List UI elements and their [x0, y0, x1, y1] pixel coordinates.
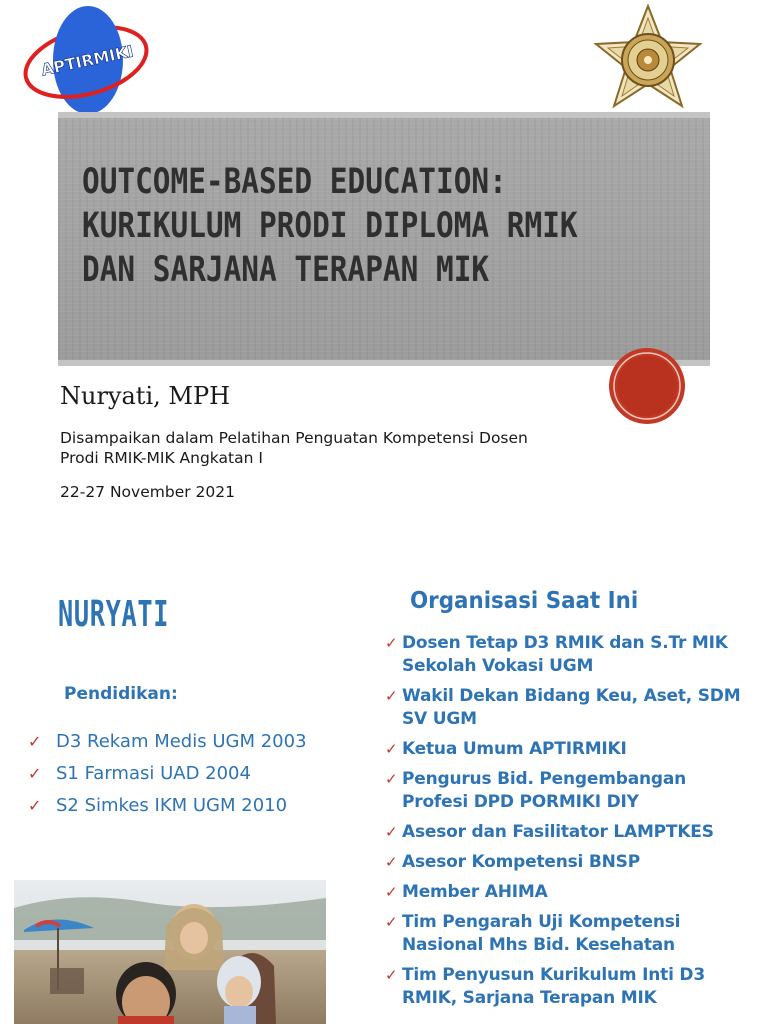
organization-item: Dosen Tetap D3 RMIK dan S.Tr MIK Sekolah Vokasi UGM: [402, 633, 728, 676]
event-line-2: Prodi RMIK-MIK Angkatan I: [60, 449, 263, 467]
list-item: [385, 768, 755, 814]
check-icon: ✓: [28, 732, 42, 751]
check-icon: ✓: [385, 853, 398, 871]
check-icon: ✓: [385, 634, 398, 652]
list-item: [385, 881, 755, 904]
organization-heading: Organisasi Saat Ini: [410, 588, 639, 614]
list-item: [28, 758, 368, 790]
organization-item: Wakil Dekan Bidang Keu, Aset, SDM SV UGM: [402, 686, 741, 729]
check-icon: ✓: [28, 764, 42, 783]
red-circle-ornament: [607, 346, 687, 426]
logo-left-text: APTIRMIKI: [39, 41, 135, 80]
check-icon: ✓: [385, 883, 398, 901]
aptirmiki-logo: [18, 4, 154, 116]
slide-title: [82, 160, 603, 292]
check-icon: ✓: [385, 740, 398, 758]
list-item: [385, 821, 755, 844]
check-icon: ✓: [385, 966, 398, 984]
organization-item: Asesor dan Fasilitator LAMPTKES: [402, 822, 714, 842]
organization-item: Member AHIMA: [402, 882, 548, 902]
education-heading: Pendidikan:: [64, 684, 178, 704]
check-icon: ✓: [28, 796, 42, 815]
family-photo: [14, 880, 326, 1024]
organization-item: Tim Pengarah Uji Kompetensi Nasional Mhs Bid. Kesehatan: [402, 912, 681, 955]
event-date: 22-27 November 2021: [60, 483, 235, 501]
education-item: S2 Simkes IKM UGM 2010: [56, 795, 288, 816]
title-band: [58, 112, 710, 366]
title-line-3: DAN SARJANA TERAPAN MIK: [82, 250, 490, 290]
profile-slide: [0, 560, 768, 1024]
profile-name: NURYATI: [58, 594, 170, 635]
list-item: [385, 964, 755, 1010]
event-line-1: Disampaikan dalam Pelatihan Penguatan Kompetensi Dosen: [60, 429, 528, 447]
presenter-name: Nuryati, MPH: [60, 382, 231, 410]
list-item: [28, 726, 368, 758]
check-icon: ✓: [385, 770, 398, 788]
organization-list: [385, 632, 755, 1017]
title-line-1: OUTCOME-BASED EDUCATION:: [82, 162, 507, 202]
check-icon: ✓: [385, 913, 398, 931]
title-line-2: KURIKULUM PRODI DIPLOMA RMIK: [82, 206, 578, 246]
ugm-seal-logo: [590, 4, 706, 116]
event-description: [60, 428, 620, 468]
organization-item: Asesor Kompetensi BNSP: [402, 852, 640, 872]
education-list: [28, 726, 368, 822]
check-icon: ✓: [385, 687, 398, 705]
organization-item: Tim Penyusun Kurikulum Inti D3 RMIK, Sarjana Terapan MIK: [402, 965, 705, 1008]
organization-item: Pengurus Bid. Pengembangan Profesi DPD PORMIKI DIY: [402, 769, 687, 812]
list-item: [385, 738, 755, 761]
list-item: [385, 632, 755, 678]
list-item: [385, 851, 755, 874]
education-item: S1 Farmasi UAD 2004: [56, 763, 251, 784]
list-item: [385, 911, 755, 957]
education-item: D3 Rekam Medis UGM 2003: [56, 731, 307, 752]
check-icon: ✓: [385, 823, 398, 841]
list-item: [385, 685, 755, 731]
organization-item: Ketua Umum APTIRMIKI: [402, 739, 627, 759]
list-item: [28, 790, 368, 822]
